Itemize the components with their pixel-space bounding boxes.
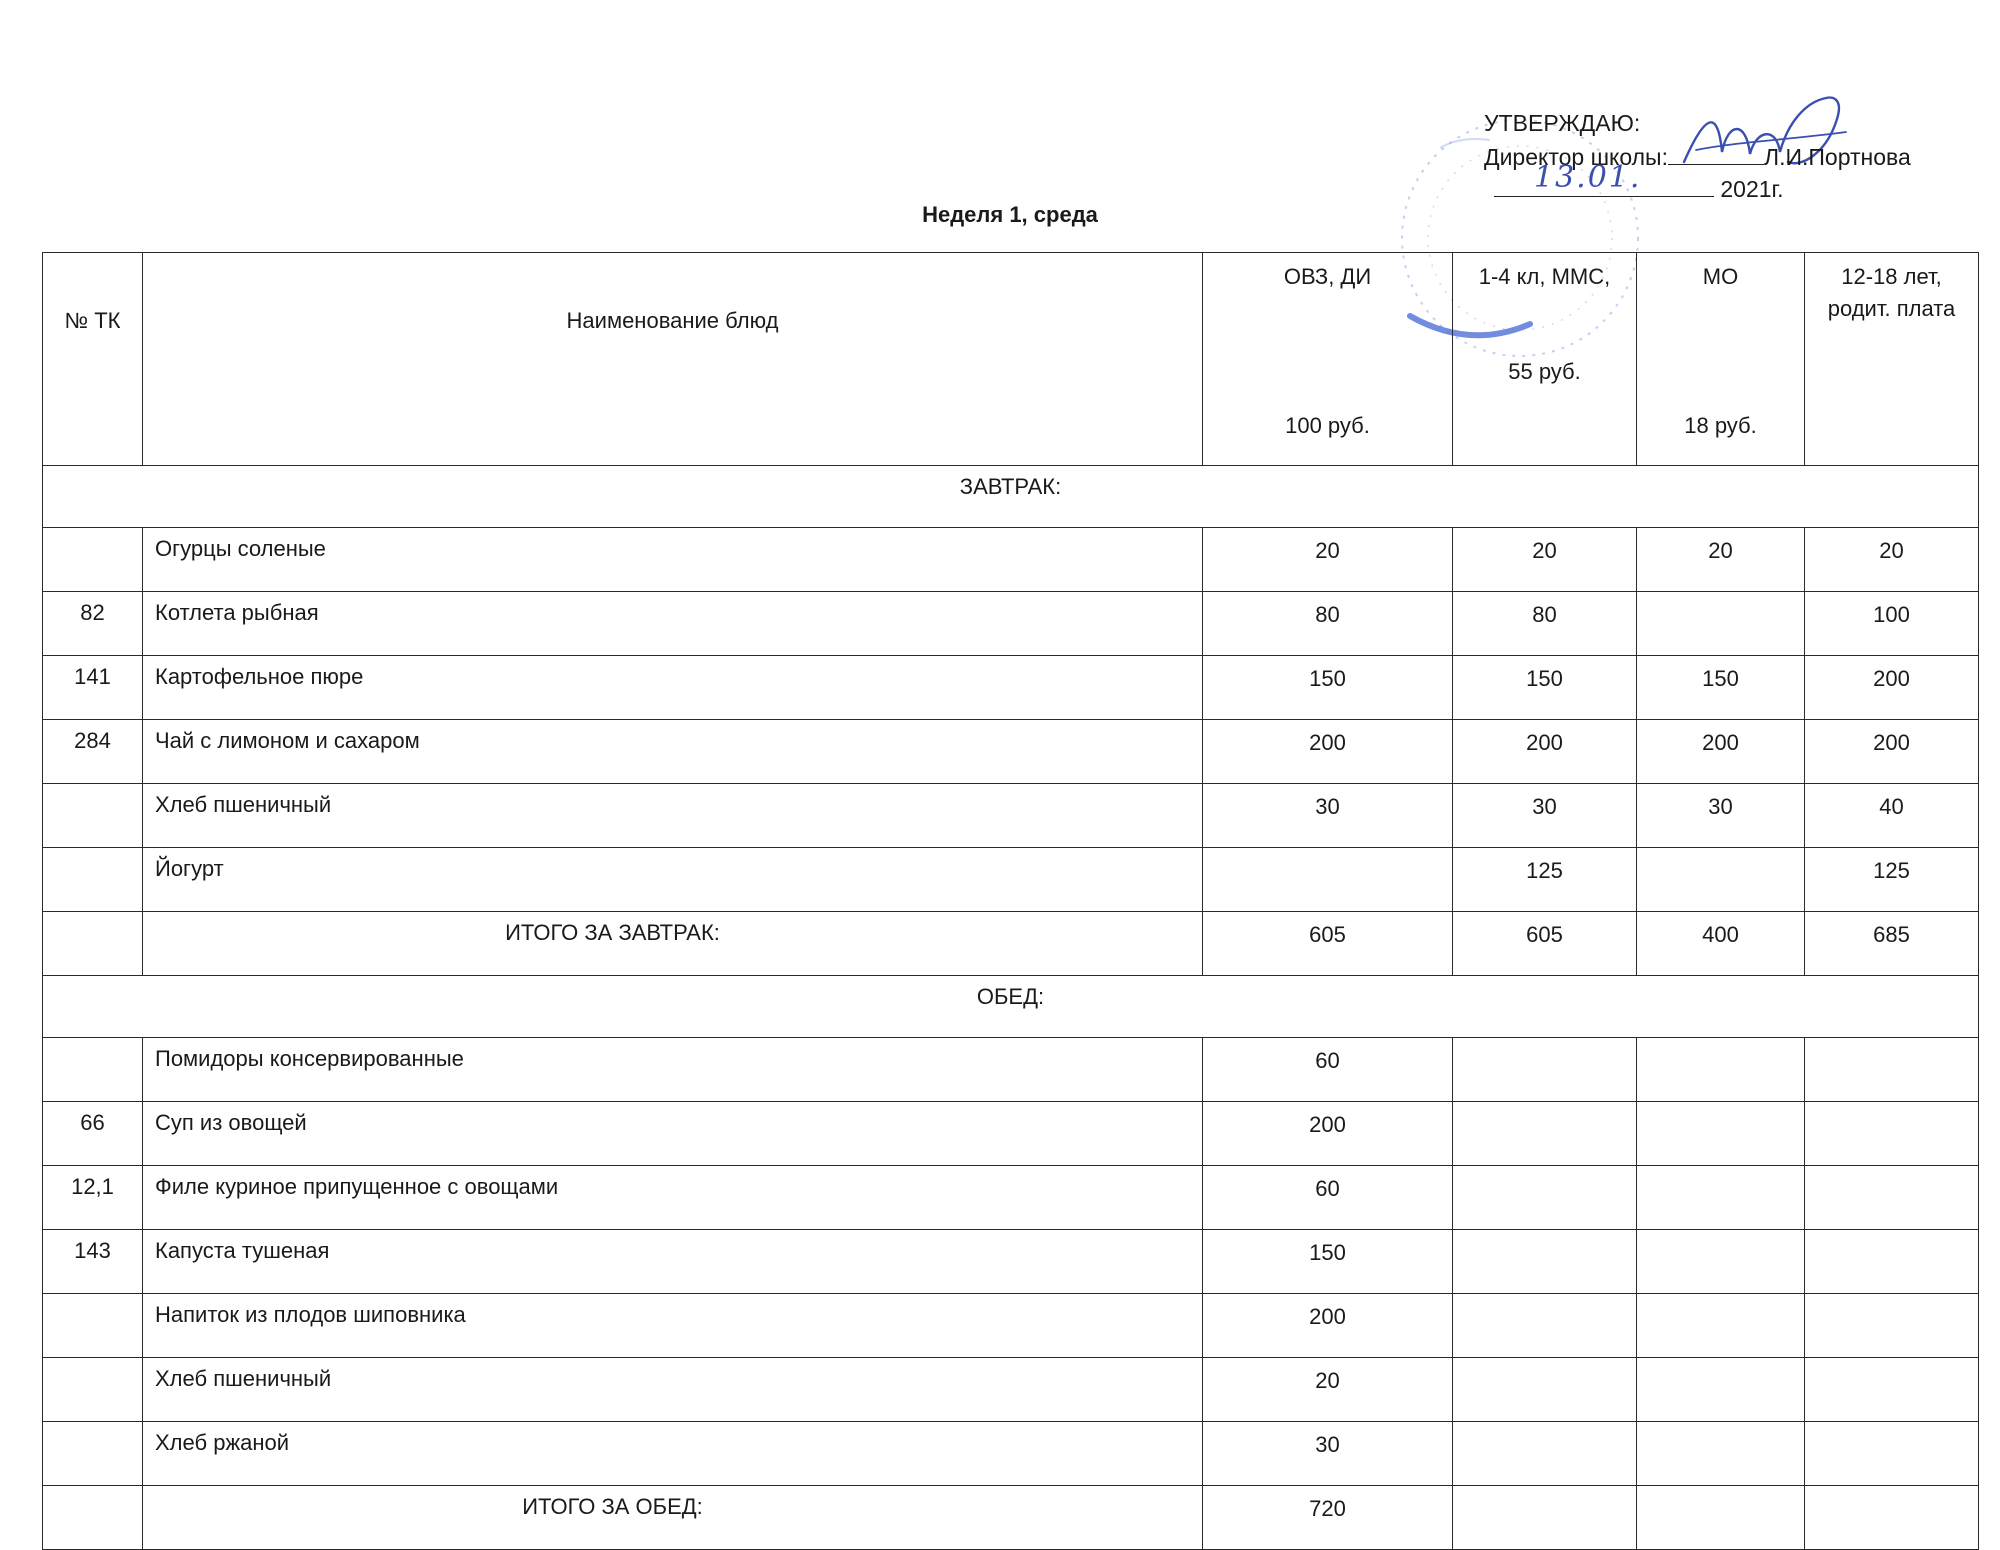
mo-cell <box>1637 1102 1805 1166</box>
kl-cell <box>1453 1102 1637 1166</box>
kl-cell <box>1453 1422 1637 1486</box>
ovz-cell: 20 <box>1203 1358 1453 1422</box>
header-kl <box>1453 253 1637 466</box>
ovz-cell: 150 <box>1203 656 1453 720</box>
mo-cell <box>1637 1166 1805 1230</box>
mo-cell: 200 <box>1637 720 1805 784</box>
kl-cell <box>1453 1166 1637 1230</box>
ovz-cell <box>1203 848 1453 912</box>
header-ovz <box>1203 253 1453 466</box>
header-age <box>1805 253 1979 466</box>
total-ovz: 720 <box>1203 1486 1453 1550</box>
tk-cell <box>43 528 143 592</box>
age-cell <box>1805 1230 1979 1294</box>
tk-cell: 66 <box>43 1102 143 1166</box>
age-cell: 125 <box>1805 848 1979 912</box>
kl-cell: 125 <box>1453 848 1637 912</box>
date-blank <box>1494 160 1714 197</box>
header-mo <box>1637 253 1805 466</box>
kl-cell <box>1453 1038 1637 1102</box>
total-row-lunch <box>43 1486 1979 1550</box>
director-name: Л.И.Портнова <box>1763 144 1911 170</box>
tk-cell: 284 <box>43 720 143 784</box>
section-title-breakfast: ЗАВТРАК: <box>43 466 1979 528</box>
approve-label: УТВЕРЖДАЮ: <box>1484 110 1641 136</box>
tk-cell <box>43 1038 143 1102</box>
dish-cell: Хлеб ржаной <box>143 1422 1203 1486</box>
header-ovz-label: ОВЗ, ДИ <box>1283 264 1372 289</box>
dish-cell: Напиток из плодов шиповника <box>143 1294 1203 1358</box>
page-title: Неделя 1, среда <box>922 202 1098 227</box>
table-row <box>43 528 1979 592</box>
table-row <box>43 1102 1979 1166</box>
table-row <box>43 1166 1979 1230</box>
header-age-line2: родит. плата <box>1827 296 1956 321</box>
kl-cell: 30 <box>1453 784 1637 848</box>
total-age: 685 <box>1805 912 1979 976</box>
approval-date <box>1494 160 1784 203</box>
kl-cell <box>1453 1294 1637 1358</box>
age-cell <box>1805 1102 1979 1166</box>
table-row <box>43 784 1979 848</box>
dish-cell: Капуста тушеная <box>143 1230 1203 1294</box>
mo-cell <box>1637 1422 1805 1486</box>
kl-cell: 20 <box>1453 528 1637 592</box>
total-age <box>1805 1486 1979 1550</box>
tk-cell <box>43 784 143 848</box>
mo-cell <box>1637 848 1805 912</box>
tk-cell <box>43 912 143 976</box>
table-row <box>43 848 1979 912</box>
total-row-breakfast <box>43 912 1979 976</box>
ovz-cell: 20 <box>1203 528 1453 592</box>
total-kl <box>1453 1486 1637 1550</box>
tk-cell: 141 <box>43 656 143 720</box>
age-cell <box>1805 1422 1979 1486</box>
age-cell <box>1805 1038 1979 1102</box>
header-row <box>43 253 1979 466</box>
total-label: ИТОГО ЗА ОБЕД: <box>143 1486 1203 1550</box>
age-cell <box>1805 1294 1979 1358</box>
tk-cell <box>43 1294 143 1358</box>
date-year: 2021г. <box>1720 176 1784 202</box>
total-mo: 400 <box>1637 912 1805 976</box>
kl-cell: 200 <box>1453 720 1637 784</box>
tk-cell <box>43 848 143 912</box>
age-cell: 200 <box>1805 720 1979 784</box>
table-row <box>43 1294 1979 1358</box>
ovz-cell: 60 <box>1203 1166 1453 1230</box>
header-mo-price: 18 руб. <box>1684 413 1757 438</box>
header-kl-price: 55 руб. <box>1508 359 1581 384</box>
dish-cell: Хлеб пшеничный <box>143 1358 1203 1422</box>
dish-cell: Йогурт <box>143 848 1203 912</box>
tk-cell <box>43 1422 143 1486</box>
header-dish: Наименование блюд <box>143 253 1203 466</box>
ovz-cell: 150 <box>1203 1230 1453 1294</box>
total-ovz: 605 <box>1203 912 1453 976</box>
menu-table <box>42 252 1979 1550</box>
total-label: ИТОГО ЗА ЗАВТРАК: <box>143 912 1203 976</box>
header-kl-label: 1-4 кл, ММС, <box>1478 264 1611 289</box>
section-title-lunch: ОБЕД: <box>43 976 1979 1038</box>
dish-cell: Огурцы соленые <box>143 528 1203 592</box>
table-row <box>43 1230 1979 1294</box>
header-ovz-price: 100 руб. <box>1285 413 1370 438</box>
dish-cell: Хлеб пшеничный <box>143 784 1203 848</box>
ovz-cell: 80 <box>1203 592 1453 656</box>
age-cell <box>1805 1166 1979 1230</box>
ovz-cell: 30 <box>1203 1422 1453 1486</box>
section-row <box>43 466 1979 528</box>
dish-cell: Чай с лимоном и сахаром <box>143 720 1203 784</box>
kl-cell <box>1453 1230 1637 1294</box>
menu-body <box>43 466 1979 1550</box>
mo-cell <box>1637 1230 1805 1294</box>
table-row <box>43 656 1979 720</box>
ovz-cell: 60 <box>1203 1038 1453 1102</box>
ovz-cell: 200 <box>1203 1102 1453 1166</box>
table-row <box>43 1422 1979 1486</box>
age-cell: 40 <box>1805 784 1979 848</box>
age-cell: 100 <box>1805 592 1979 656</box>
header-age-line1: 12-18 лет, <box>1841 264 1942 289</box>
ovz-cell: 200 <box>1203 1294 1453 1358</box>
date-handwritten: 13.01. <box>1534 160 1642 195</box>
ovz-cell: 200 <box>1203 720 1453 784</box>
dish-cell: Картофельное пюре <box>143 656 1203 720</box>
kl-cell: 150 <box>1453 656 1637 720</box>
tk-cell <box>43 1486 143 1550</box>
section-row <box>43 976 1979 1038</box>
mo-cell: 20 <box>1637 528 1805 592</box>
mo-cell <box>1637 1294 1805 1358</box>
table-row <box>43 592 1979 656</box>
mo-cell <box>1637 1038 1805 1102</box>
dish-cell: Суп из овощей <box>143 1102 1203 1166</box>
header-mo-label: МО <box>1702 264 1739 289</box>
dish-cell: Помидоры консервированные <box>143 1038 1203 1102</box>
table-row <box>43 720 1979 784</box>
mo-cell <box>1637 592 1805 656</box>
table-row <box>43 1038 1979 1102</box>
director-label: Директор школы: <box>1484 144 1668 170</box>
mo-cell: 30 <box>1637 784 1805 848</box>
age-cell: 20 <box>1805 528 1979 592</box>
tk-cell: 143 <box>43 1230 143 1294</box>
signature-line <box>1668 142 1764 165</box>
age-cell: 200 <box>1805 656 1979 720</box>
dish-cell: Филе куриное припущенное с овощами <box>143 1166 1203 1230</box>
header-tk: № ТК <box>43 253 143 466</box>
kl-cell: 80 <box>1453 592 1637 656</box>
mo-cell: 150 <box>1637 656 1805 720</box>
total-kl: 605 <box>1453 912 1637 976</box>
tk-cell: 82 <box>43 592 143 656</box>
dish-cell: Котлета рыбная <box>143 592 1203 656</box>
total-mo <box>1637 1486 1805 1550</box>
ovz-cell: 30 <box>1203 784 1453 848</box>
tk-cell: 12,1 <box>43 1166 143 1230</box>
